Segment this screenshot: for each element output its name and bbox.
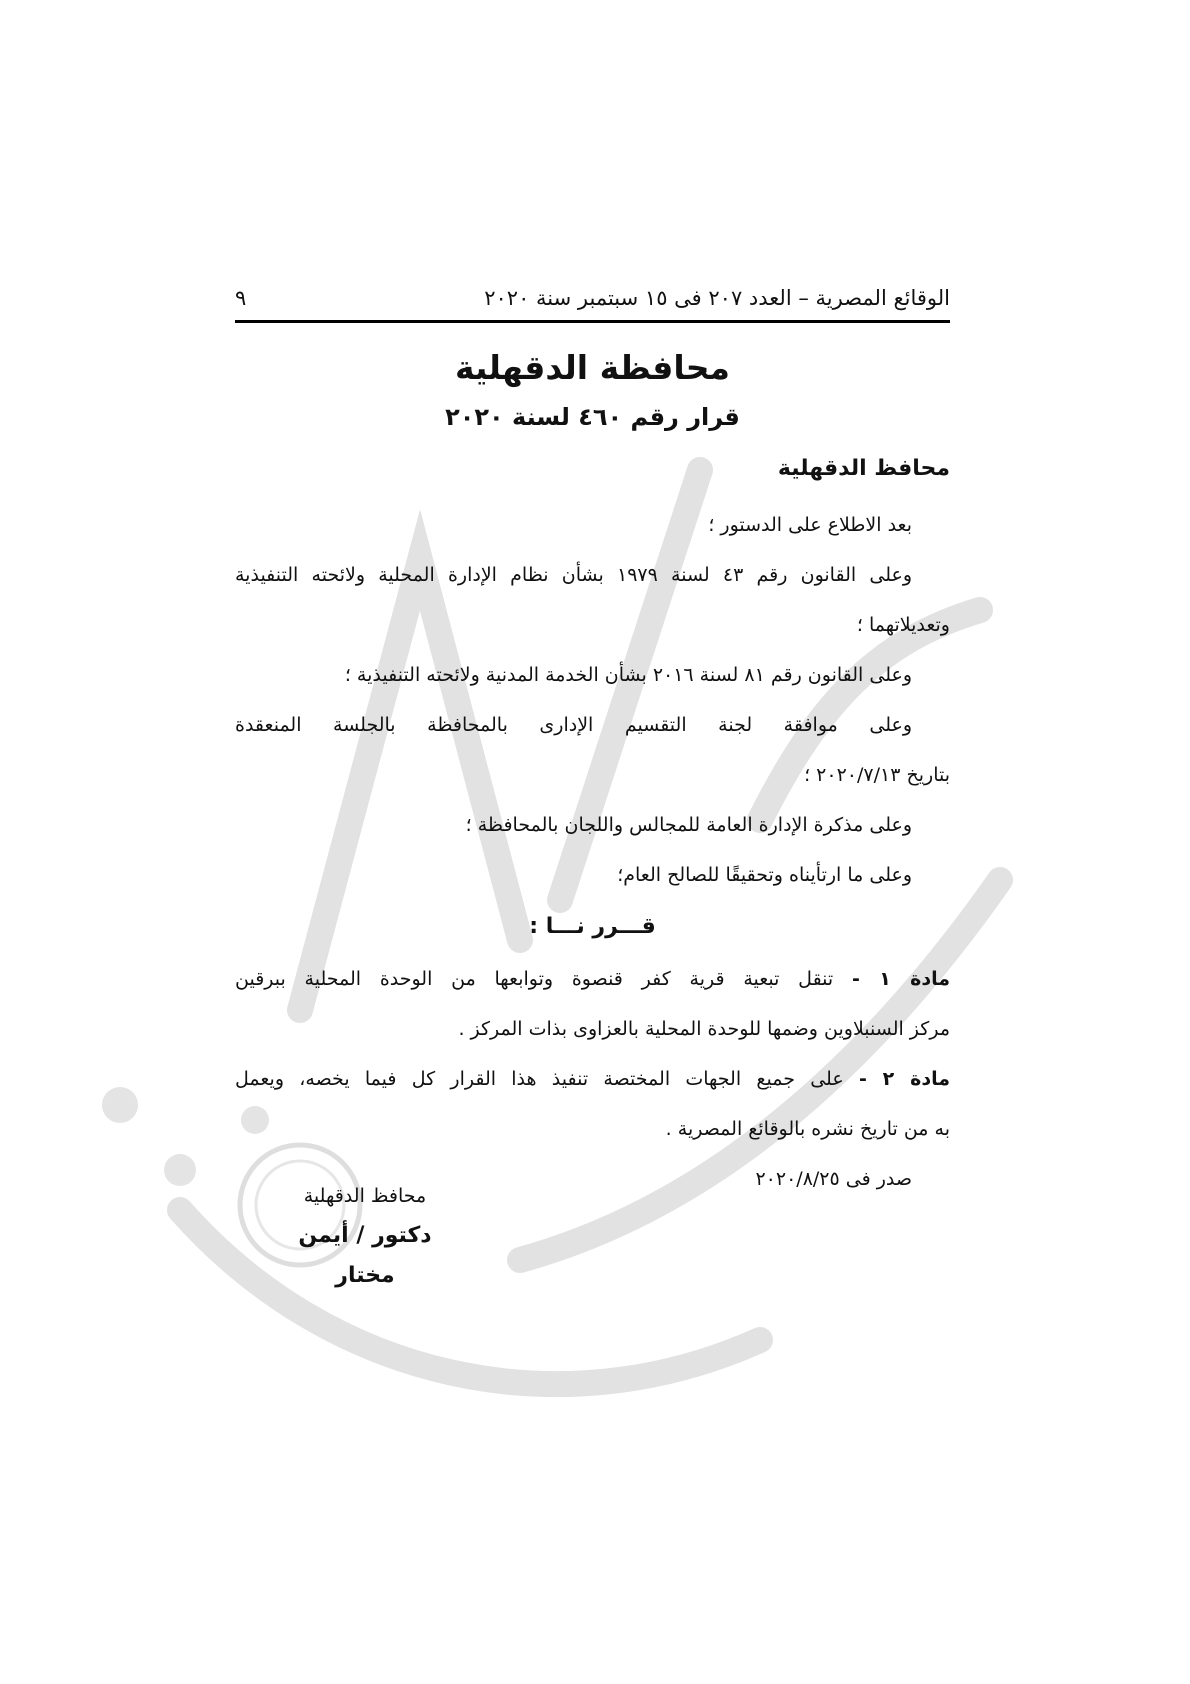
signature-block [265, 1176, 465, 1296]
issue-date: صدر فى ٢٠٢٠/٨/٢٥ [755, 1168, 912, 1190]
signatory-title: محافظ الدقهلية [303, 1185, 427, 1207]
preamble-line: وعلى مذكرة الإدارة العامة للمجالس واللجان بالمحافظة ؛ [465, 814, 912, 836]
article-2-text: على جميع الجهات المختصة تنفيذ هذا القرار كل فيما يخصه، ويعمل [235, 1068, 844, 1090]
decided-heading: قـــرر نـــا : [529, 914, 656, 939]
article-2-label: مادة ٢ - [858, 1068, 950, 1090]
article-1-line [235, 954, 950, 1004]
preamble-line: وعلى موافقة لجنة التقسيم الإدارى بالمحافظة بالجلسة المنعقدة [235, 714, 912, 736]
signatory-name: دكتور / أيمن مختار [298, 1223, 432, 1288]
preamble-line: بعد الاطلاع على الدستور ؛ [708, 514, 912, 536]
running-title: الوقائع المصرية – العدد ٢٠٧ فى ١٥ سبتمبر سنة ٢٠٢٠ [484, 286, 950, 310]
running-header [235, 270, 950, 310]
decree-body [235, 500, 950, 1204]
decree-title: قرار رقم ٤٦٠ لسنة ٢٠٢٠ [445, 403, 740, 431]
page-number: ٩ [235, 286, 247, 310]
governorate-title: محافظة الدقهلية [455, 348, 730, 387]
article-1-continuation: مركز السنبلاوين وضمها للوحدة المحلية بالعزاوى بذات المركز . [458, 1018, 950, 1040]
preamble-line: وعلى القانون رقم ٨١ لسنة ٢٠١٦ بشأن الخدمة المدنية ولائحته التنفيذية ؛ [344, 664, 912, 686]
article-2-continuation: به من تاريخ نشره بالوقائع المصرية . [665, 1118, 950, 1140]
article-1-label: مادة ١ - [851, 968, 951, 990]
preamble-line: وتعديلاتهما ؛ [856, 614, 950, 636]
preamble-line: وعلى ما ارتأيناه وتحقيقًا للصالح العام؛ [617, 864, 912, 886]
article-2-line [235, 1054, 950, 1104]
preamble-line: بتاريخ ٢٠٢٠/٧/١٣ ؛ [804, 764, 950, 786]
header-rule [235, 320, 950, 323]
article-1-text: تنقل تبعية قرية كفر قنصوة وتوابعها من الوحدة المحلية ببرقين [235, 968, 834, 990]
preamble-line: وعلى القانون رقم ٤٣ لسنة ١٩٧٩ بشأن نظام الإدارة المحلية ولائحته التنفيذية [235, 564, 913, 586]
governor-heading: محافظ الدقهلية [777, 456, 950, 481]
